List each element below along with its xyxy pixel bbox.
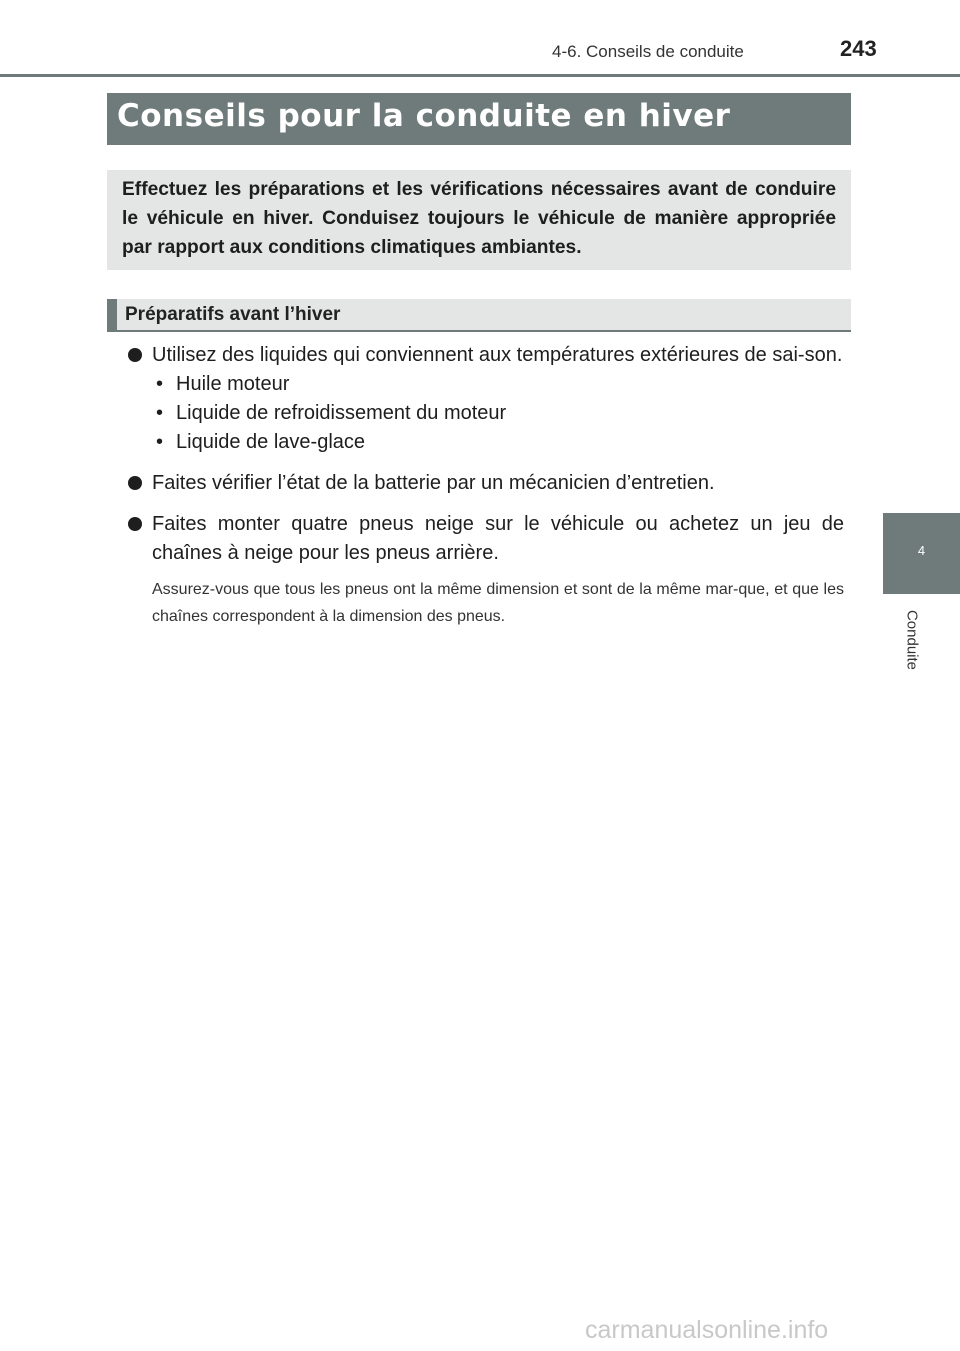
- bullet-text: Faites monter quatre pneus neige sur le véhicule ou achetez un jeu de chaînes à neige pour les pneus arrière.: [152, 513, 844, 564]
- bullet-text: Faites vérifier l’état de la batterie par un mécanicien d’entretien.: [152, 472, 715, 494]
- bullet-dot-icon: [128, 348, 142, 362]
- subheading-bar: [107, 299, 851, 332]
- bullet-item: [128, 510, 844, 568]
- watermark: carmanualsonline.info: [585, 1316, 829, 1344]
- small-bullet-icon: •: [156, 431, 164, 453]
- header-section-title: 4-6. Conseils de conduite: [552, 42, 744, 61]
- bullet-item: [128, 469, 844, 498]
- header-rule: [0, 74, 960, 77]
- list-item-text: Huile moteur: [176, 373, 290, 395]
- list-item-text: Liquide de lave-glace: [176, 431, 366, 453]
- bullet-text: Utilisez des liquides qui conviennent aux températures extérieures de sai-son.: [152, 344, 843, 366]
- subheading: Préparatifs avant l’hiver: [125, 304, 341, 325]
- bullet-dot-icon: [128, 517, 142, 531]
- bullet-dot-icon: [128, 476, 142, 490]
- page-number: 243: [840, 36, 877, 61]
- intro-box: [107, 170, 851, 270]
- note-text: Assurez-vous que tous les pneus ont la même dimension et sont de la même mar-que, et que les chaînes correspondent à la dimension des pneus.: [152, 581, 844, 625]
- small-bullet-icon: •: [156, 402, 164, 424]
- bullet-item: [128, 341, 844, 370]
- list-item: [152, 370, 844, 399]
- fluid-list: [128, 370, 844, 457]
- list-item-text: Liquide de refroidissement du moteur: [176, 402, 507, 424]
- chapter-label: Conduite: [903, 609, 921, 671]
- small-bullet-icon: •: [156, 373, 164, 395]
- content: [128, 341, 844, 630]
- list-item: [152, 399, 844, 428]
- page-title: Conseils pour la conduite en hiver: [117, 98, 731, 134]
- page-title-bar: [107, 93, 851, 145]
- chapter-number: 4: [917, 543, 926, 558]
- intro-text: Effectuez les préparations et les vérifications nécessaires avant de conduire le véhicule en hiver. Conduisez toujours le véhicule de manière appropriée par rapport aux conditions climatiques ambiantes.: [122, 179, 836, 258]
- chapter-tab: [883, 513, 960, 594]
- list-item: [152, 428, 844, 457]
